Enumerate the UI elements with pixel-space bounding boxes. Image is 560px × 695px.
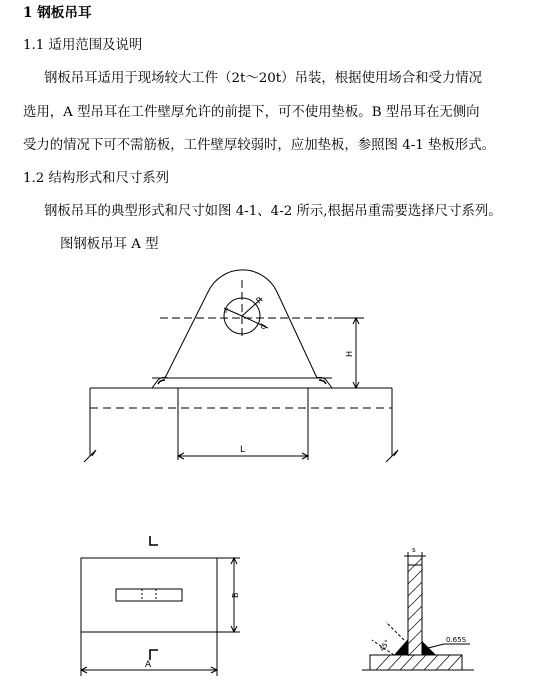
label-B: B [231, 592, 240, 598]
paragraph-line-1: 钢板吊耳适用于现场较大工件（2t～20t）吊装，根据使用场合和受力情况 [44, 71, 483, 86]
label-R: R [254, 295, 265, 306]
label-d: d [257, 322, 269, 331]
paragraph-line-2: 选用，A 型吊耳在工件壁厚允许的前提下，可不使用垫板。B 型吊耳在无侧向 [23, 105, 480, 120]
section-heading: 1 钢板吊耳 [23, 5, 92, 21]
paragraph-line-4: 钢板吊耳的典型形式和尺寸如图 4-1、4-2 所示,根据吊重需要选择尺寸系列。 [44, 204, 502, 219]
label-L: L [240, 445, 246, 455]
label-angle: 45° [378, 638, 392, 654]
label-A: A [145, 660, 152, 670]
label-weld-size: 0.65S [446, 636, 467, 644]
subsection-title-1-2: 1.2 结构形式和尺寸系列 [23, 171, 170, 186]
label-r: r [225, 306, 229, 315]
figure-caption: 图钢板吊耳 A 型 [60, 237, 159, 252]
paragraph-line-3: 受力的情况下可不需筋板，工件壁厚较弱时，应加垫板，参照图 4-1 垫板形式。 [23, 138, 495, 153]
front-view [84, 270, 398, 462]
weld-detail [362, 552, 474, 670]
plan-view [81, 536, 240, 676]
label-H: H [345, 350, 354, 357]
label-s: s [412, 546, 416, 554]
subsection-title-1-1: 1.1 适用范围及说明 [23, 38, 143, 53]
